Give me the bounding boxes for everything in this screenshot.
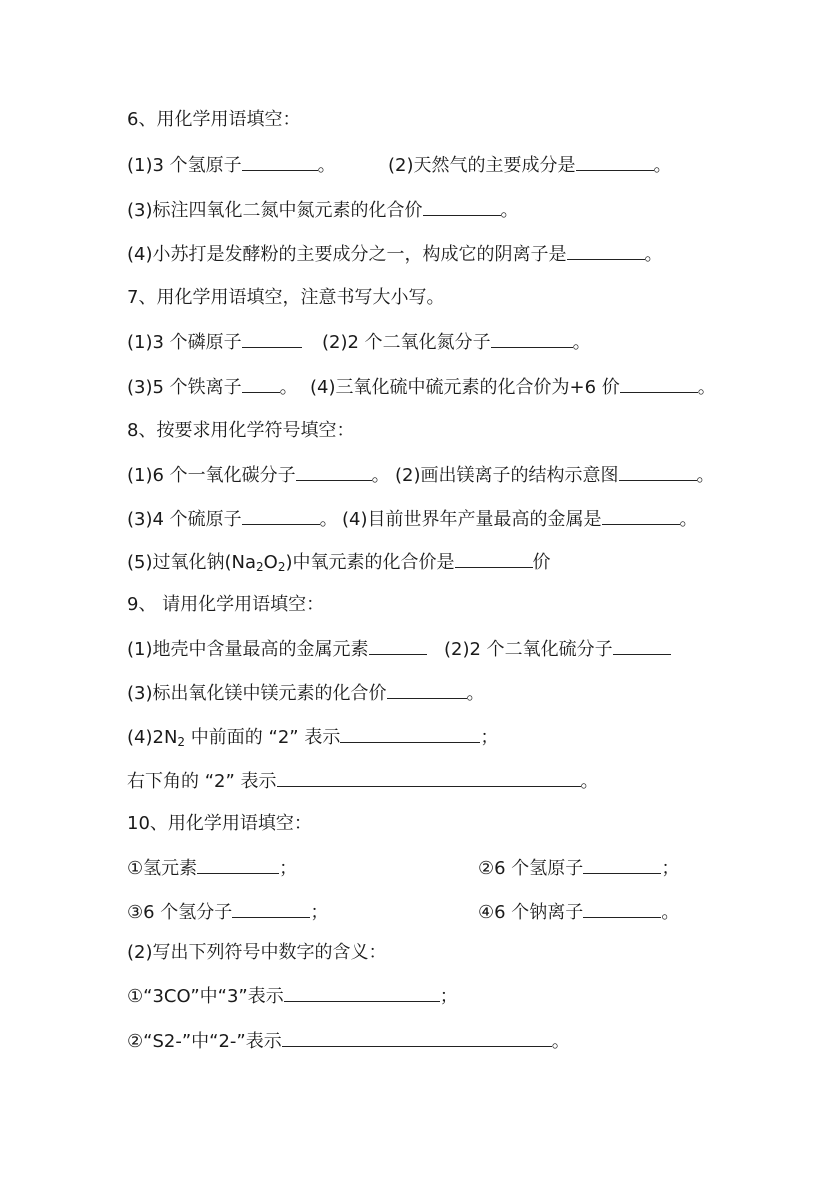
q9-item-2: (2)2 个二氧化硫分子 [444, 636, 671, 663]
answer-blank[interactable] [296, 462, 372, 481]
q7-item-1: (1)3 个磷原子 [127, 329, 302, 356]
q8-title: 8、按要求用化学符号填空： [127, 420, 355, 441]
answer-blank[interactable] [242, 152, 318, 171]
q9-item-3: (3)标出氧化镁中镁元素的化合价 。 [127, 680, 485, 707]
answer-blank[interactable] [277, 768, 581, 787]
answer-blank[interactable] [242, 374, 280, 393]
answer-blank[interactable] [284, 983, 440, 1002]
q6-item-4: (4)小苏打是发酵粉的主要成分之一，构成它的阴离子是 。 [127, 241, 663, 268]
answer-blank[interactable] [242, 329, 302, 348]
answer-blank[interactable] [619, 462, 697, 481]
q7-item-3: (3)5 个铁离子 。 [127, 374, 298, 401]
answer-blank[interactable] [583, 899, 661, 918]
q10-choice-3: ③6 个氢分子 ； [127, 899, 328, 926]
answer-blank[interactable] [282, 1028, 552, 1047]
answer-blank[interactable] [620, 374, 698, 393]
q9-title: 9、 请用化学用语填空： [127, 594, 325, 615]
answer-blank[interactable] [423, 197, 501, 216]
answer-blank[interactable] [602, 506, 680, 525]
q8-item-2: (2)画出镁离子的结构示意图 。 [395, 462, 715, 489]
q8-item-5: (5)过氧化钠$(Na_2O_2)$中氧元素的化合价是 价 [127, 549, 551, 576]
answer-blank[interactable] [197, 855, 279, 874]
answer-blank[interactable] [387, 680, 467, 699]
answer-blank[interactable] [567, 241, 645, 260]
q10-title: 10、用化学用语填空： [127, 813, 312, 834]
q10-part-2: (2)写出下列符号中数字的含义： [127, 942, 387, 963]
q10-meaning-2: ②“S2-”中“2-”表示 。 [127, 1028, 570, 1055]
answer-blank[interactable] [491, 329, 573, 348]
q8-item-4: (4)目前世界年产量最高的金属是 。 [342, 506, 698, 533]
q6-item-1: (1)3 个氢原子 。 [127, 152, 336, 179]
q9-item-4: $(4)2N_2$ 中前面的 “2” 表示 ； [127, 724, 498, 751]
q10-choice-2: ②6 个氢原子 ； [478, 855, 679, 882]
answer-blank[interactable] [455, 549, 533, 568]
q10-choice-4: ④6 个钠离子 。 [478, 899, 679, 926]
q6-item-3: (3)标注四氧化二氮中氮元素的化合价 。 [127, 197, 519, 224]
q7-title: 7、用化学用语填空，注意书写大小写。 [127, 287, 445, 308]
q6-title: 6、用化学用语填空： [127, 109, 301, 130]
answer-blank[interactable] [232, 899, 310, 918]
q9-item-1: (1)地壳中含量最高的金属元素 [127, 636, 427, 663]
q6-item-2: (2)天然气的主要成分是 。 [388, 152, 672, 179]
q7-item-2: (2)2 个二氧化氮分子 。 [322, 329, 591, 356]
answer-blank[interactable] [242, 506, 320, 525]
q7-item-4: (4)三氧化硫中硫元素的化合价为+6 价 。 [310, 374, 716, 401]
answer-blank[interactable] [613, 636, 671, 655]
q9-item-5: 右下角的 “2” 表示 。 [127, 768, 599, 795]
q10-meaning-1: ①“3CO”中“3”表示 ； [127, 983, 458, 1010]
q8-item-1: (1)6 个一氧化碳分子 。 [127, 462, 390, 489]
answer-blank[interactable] [340, 724, 480, 743]
answer-blank[interactable] [576, 152, 654, 171]
answer-blank[interactable] [369, 636, 427, 655]
q10-choice-1: ①氢元素 ； [127, 855, 297, 882]
q8-item-3: (3)4 个硫原子 。 [127, 506, 338, 533]
answer-blank[interactable] [583, 855, 661, 874]
